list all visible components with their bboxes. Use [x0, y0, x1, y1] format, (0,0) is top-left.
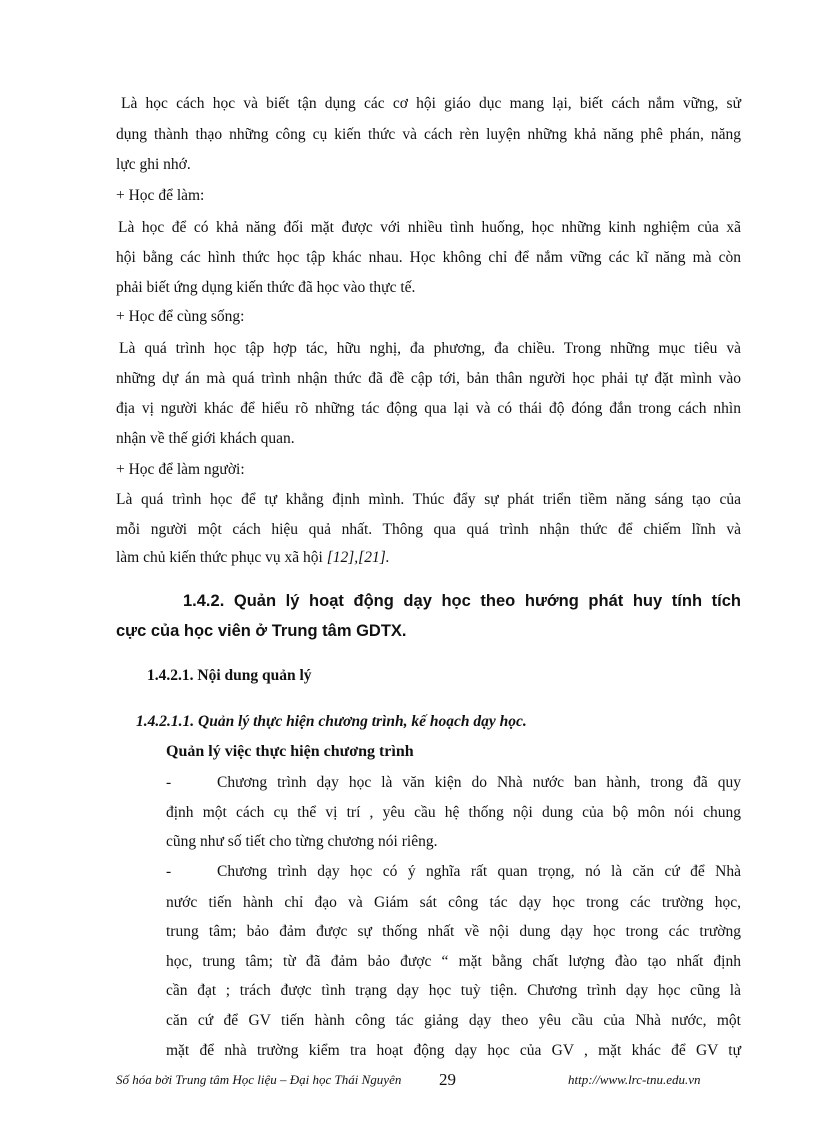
paragraph-line: những dự án mà quá trình nhận thức đã đề cập tới, bản thân người học phải tự đặt mình vào — [116, 370, 741, 387]
list-heading: + Học để làm: — [116, 187, 205, 204]
paragraph-line: mỗi người một cách hiệu quả nhất. Thông qua quá trình nhận thức để chiếm lĩnh và — [116, 521, 741, 538]
paragraph-line: lực ghi nhớ. — [116, 156, 191, 173]
paragraph-line — [116, 548, 390, 568]
bullet-line: căn cứ để GV tiến hành công tác giảng dạy theo yêu cầu của Nhà nước, một — [166, 1012, 741, 1029]
bullet-dash: - — [166, 774, 172, 791]
topic-heading: Quản lý việc thực hiện chương trình — [166, 743, 414, 760]
paragraph-line: Là quá trình học để tự khẳng định mình. Thúc đẩy sự phát triển tiềm năng sáng tạo của — [116, 491, 741, 508]
section-heading: 1.4.2. Quản lý hoạt động dạy học theo hướng phát huy tính tích — [183, 592, 741, 610]
paragraph-line: phải biết ứng dụng kiến thức đã học vào thực tế. — [116, 279, 416, 296]
list-heading: + Học để cùng sống: — [116, 308, 245, 325]
bullet-line: Chương trình dạy học là văn kiện do Nhà nước ban hành, trong đã quy — [217, 774, 741, 791]
page-number: 29 — [439, 1070, 456, 1089]
bullet-line: mặt để nhà trường kiểm tra hoạt động dạy học của GV , mặt khác để GV tự — [166, 1042, 741, 1059]
bullet-line: trung tâm; bảo đảm được sự thống nhất về nội dung dạy học trong các trường — [166, 923, 741, 940]
citation: [12],[21]. — [326, 549, 390, 566]
bullet-line: học, trung tâm; từ đã đảm bảo được “ mặt bằng chất lượng đào tạo nhất định — [166, 953, 741, 970]
bullet-line: cần đạt ; trách được tình trạng dạy học tuỳ tiện. Chương trình dạy học cũng là — [166, 982, 741, 999]
paragraph-line: dụng thành thạo những công cụ kiến thức và cách rèn luyện những khả năng phê phán, năng — [116, 126, 741, 143]
list-heading: + Học để làm người: — [116, 461, 245, 478]
footer-source: Số hóa bởi Trung tâm Học liệu – Đại học Thái Nguyên — [116, 1072, 402, 1087]
bullet-line: nước tiến hành chỉ đạo và Giám sát công tác dạy học trong các trường học, — [166, 894, 741, 911]
subsubsection-heading: 1.4.2.1.1. Quản lý thực hiện chương trình, kế hoạch dạy học. — [136, 713, 527, 730]
bullet-line: Chương trình dạy học có ý nghĩa rất quan trọng, nó là căn cứ để Nhà — [217, 863, 741, 880]
bullet-line: cũng như số tiết cho từng chương nói riêng. — [166, 833, 438, 850]
paragraph-line: Là học để có khả năng đối mặt được với nhiều tình huống, học những kinh nghiệm của xã — [118, 219, 741, 236]
paragraph-line: hội bằng các hình thức học tập khác nhau. Học không chỉ để nắm vững các kĩ năng mà còn — [116, 249, 741, 266]
paragraph-line: địa vị người khác để hiểu rõ những tác động qua lại và có thái độ đóng đắn trong cách nhìn — [116, 400, 741, 417]
paragraph-line: nhận về thế giới khách quan. — [116, 430, 295, 447]
paragraph-line: Là học cách học và biết tận dụng các cơ hội giáo dục mang lại, biết cách nắm vững, sử — [121, 95, 741, 112]
footer-url[interactable]: http://www.lrc-tnu.edu.vn — [568, 1072, 701, 1087]
paragraph-line: Là quá trình học tập hợp tác, hữu nghị, đa phương, đa chiều. Trong những mục tiêu và — [119, 340, 741, 357]
subsection-heading: 1.4.2.1. Nội dung quản lý — [147, 667, 312, 684]
paragraph-text: làm chủ kiến thức phục vụ xã hội — [116, 549, 327, 566]
bullet-line: định một cách cụ thể vị trí , yêu cầu hệ thống nội dung của bộ môn nói chung — [166, 804, 741, 821]
bullet-dash: - — [166, 863, 172, 880]
section-heading: cực của học viên ở Trung tâm GDTX. — [116, 622, 407, 640]
